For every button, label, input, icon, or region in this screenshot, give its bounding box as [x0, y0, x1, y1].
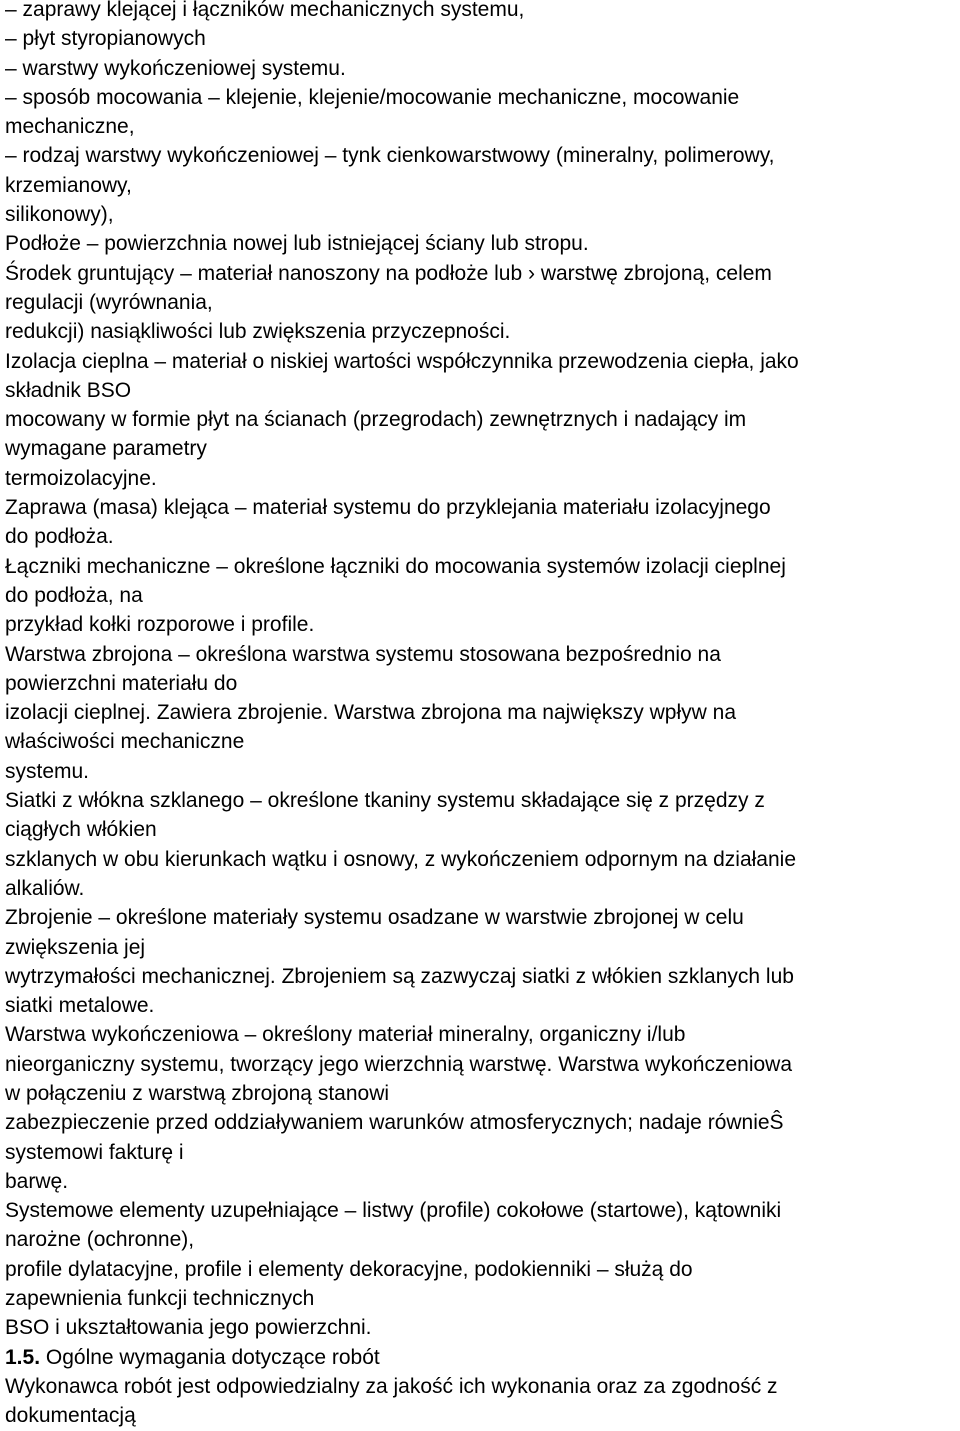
text-line: wymagane parametry [5, 437, 207, 461]
text-line: przykład kołki rozporowe i profile. [5, 613, 315, 637]
text-line: w połączeniu z warstwą zbrojoną stanowi [5, 1081, 390, 1105]
text-line: systemu. [5, 759, 90, 783]
text-line: Systemowe elementy uzupełniające – listwy (profile) cokołowe (startowe), kątowniki [5, 1199, 782, 1223]
text-line: alkaliów. [5, 876, 85, 900]
text-line: narożne (ochronne), [5, 1228, 195, 1252]
text-line: Siatki z włókna szklanego – określone tkaniny systemu składające się z przędzy z [5, 789, 765, 813]
section-number: 1.5. [5, 1345, 41, 1369]
text-line: redukcji) nasiąkliwości lub zwiększenia przyczepności. [5, 320, 511, 344]
text-line: regulacji (wyrównania, [5, 290, 213, 314]
text-line: Łączniki mechaniczne – określone łączniki do mocowania systemów izolacji cieplnej [5, 554, 786, 578]
document-page [5, 0, 960, 1431]
text-line: Podłoże – powierzchnia nowej lub istniejącej ściany lub stropu. [5, 232, 589, 256]
text-line: – rodzaj warstwy wykończeniowej – tynk cienkowarstwowy (mineralny, polimerowy, [5, 144, 775, 168]
text-line: – płyt styropianowych [5, 27, 206, 51]
text-line: systemowi fakturę i [5, 1140, 184, 1164]
text-line: nieorganiczny systemu, tworzący jego wierzchnią warstwę. Warstwa wykończeniowa [5, 1052, 793, 1076]
text-line: Zaprawa (masa) klejąca – materiał systemu do przyklejania materiału izolacyjnego [5, 496, 771, 520]
text-line: izolacji cieplnej. Zawiera zbrojenie. Warstwa zbrojona ma największy wpływ na [5, 701, 737, 725]
section-title: Ogólne wymagania dotyczące robót [45, 1345, 380, 1369]
text-line: – warstwy wykończeniowej systemu. [5, 56, 346, 80]
text-line: termoizolacyjne. [5, 466, 157, 490]
text-line: powierzchni materiału do [5, 671, 238, 695]
text-line: Wykonawca robót jest odpowiedzialny za jakość ich wykonania oraz za zgodność z [5, 1374, 778, 1398]
text-line: dokumentacją [5, 1404, 136, 1428]
text-line: szklanych w obu kierunkach wątku i osnowy, z wykończeniem odpornym na działanie [5, 847, 796, 871]
document-body [5, 0, 960, 1343]
text-line: – sposób mocowania – klejenie, klejenie/mocowanie mechaniczne, mocowanie [5, 85, 740, 109]
text-line: właściwości mechaniczne [5, 730, 245, 754]
text-line: zapewnienia funkcji technicznych [5, 1287, 315, 1311]
text-line: mechaniczne, [5, 115, 135, 139]
text-line: silikonowy), [5, 203, 114, 227]
text-line: Zbrojenie – określone materiały systemu osadzane w warstwie zbrojonej w celu [5, 906, 744, 930]
text-line: wytrzymałości mechanicznej. Zbrojeniem są zazwyczaj siatki z włókien szklanych lub [5, 964, 794, 988]
text-line: Warstwa wykończeniowa – określony materiał mineralny, organiczny i/lub [5, 1023, 686, 1047]
text-line: Izolacja cieplna – materiał o niskiej wartości współczynnika przewodzenia ciepła, jako [5, 349, 799, 373]
text-line: siatki metalowe. [5, 994, 155, 1018]
text-line: do podłoża, na [5, 583, 143, 607]
text-line: Warstwa zbrojona – określona warstwa systemu stosowana bezpośrednio na [5, 642, 721, 666]
text-line: składnik BSO [5, 378, 132, 402]
text-line: mocowany w formie płyt na ścianach (przegrodach) zewnętrznych i nadający im [5, 408, 747, 432]
text-line: Środek gruntujący – materiał nanoszony na podłoże lub › warstwę zbrojoną, celem [5, 261, 772, 285]
text-line: barwę. [5, 1169, 69, 1193]
text-line: krzemianowy, [5, 173, 132, 197]
text-line: – zaprawy klejącej i łączników mechanicznych systemu, [5, 0, 525, 21]
text-line: BSO i ukształtowania jego powierzchni. [5, 1316, 372, 1340]
text-line: profile dylatacyjne, profile i elementy dekoracyjne, podokienniki – służą do [5, 1257, 693, 1281]
text-line: ciągłych włókien [5, 818, 157, 842]
text-line: zwiększenia jej [5, 935, 146, 959]
text-line: do podłoża. [5, 525, 114, 549]
text-line: zabezpieczenie przed oddziaływaniem warunków atmosferycznych; nadaje równieŜ [5, 1111, 784, 1135]
section-heading [5, 1343, 960, 1372]
